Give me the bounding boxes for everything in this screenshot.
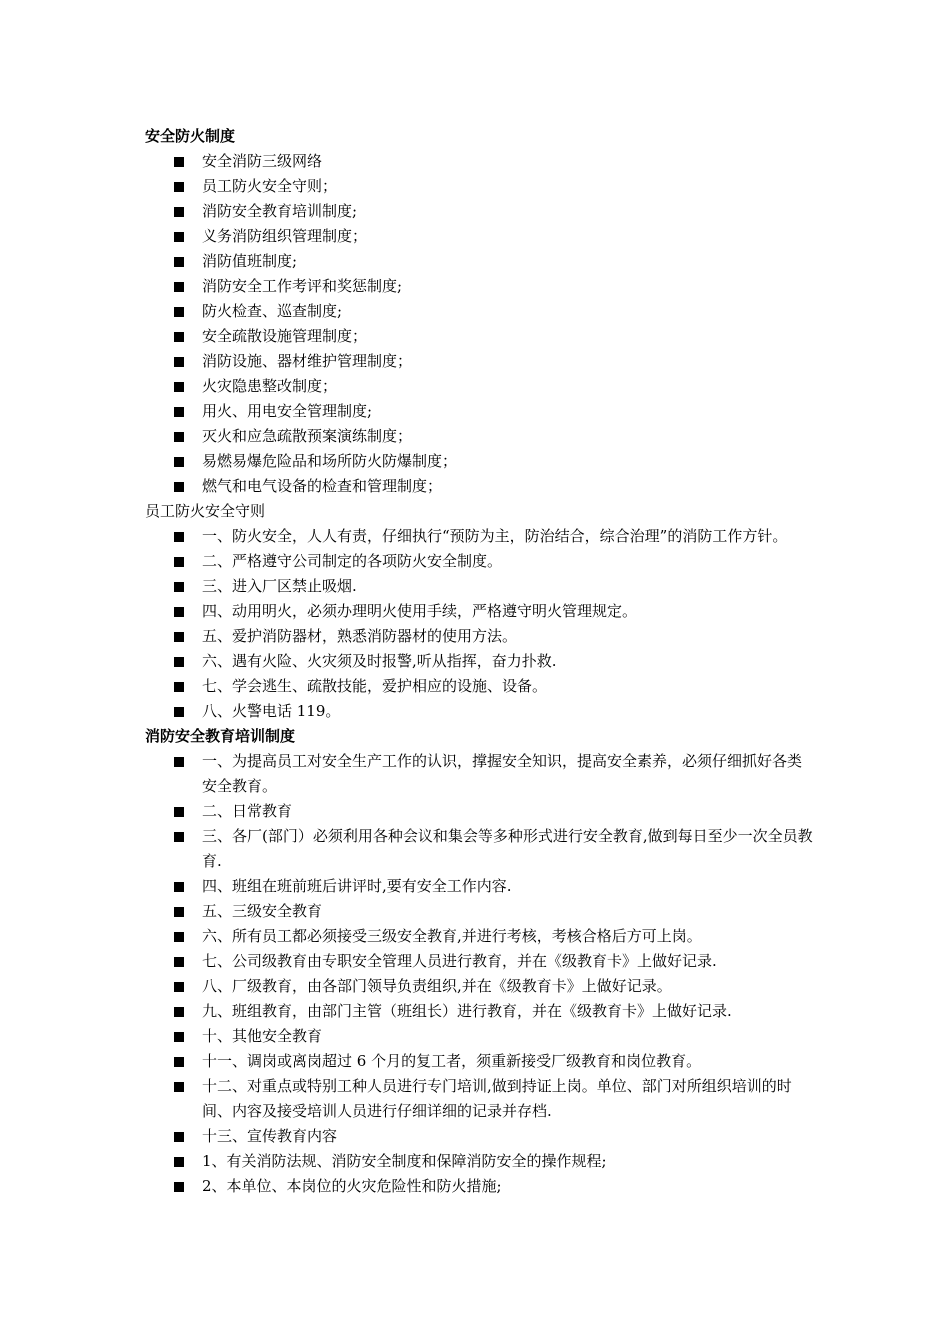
list-item (145, 249, 815, 274)
square-bullet-icon (174, 607, 184, 617)
list-item-text: 三、各厂(部门）必须利用各种会议和集会等多种形式进行安全教育,做到每日至少一次全员教育. (202, 827, 813, 870)
list-item-text: 一、防火安全，人人有责，仔细执行“预防为主，防治结合，综合治理”的消防工作方针。 (202, 527, 788, 545)
square-bullet-icon (174, 407, 184, 417)
list-item-text: 安全消防三级网络 (202, 152, 323, 170)
square-bullet-icon (174, 282, 184, 292)
square-bullet-icon (174, 807, 184, 817)
list-item (145, 274, 815, 299)
list-item-text: 十一、调岗或离岗超过 6 个月的复工者，须重新接受厂级教育和岗位教育。 (202, 1052, 702, 1070)
list-item (145, 1049, 815, 1074)
list-item-text: 员工防火安全守则； (202, 177, 338, 195)
list-item (145, 399, 815, 424)
list-item-text: 2、本单位、本岗位的火灾危险性和防火措施; (202, 1177, 502, 1195)
list-item (145, 1074, 815, 1124)
square-bullet-icon (174, 1082, 184, 1092)
list-item (145, 524, 815, 549)
list-item (145, 224, 815, 249)
list-item-text: 燃气和电气设备的检查和管理制度； (202, 477, 443, 495)
list-item-text: 易燃易爆危险品和场所防火防爆制度； (202, 452, 458, 470)
square-bullet-icon (174, 182, 184, 192)
section-list (145, 524, 815, 724)
square-bullet-icon (174, 957, 184, 967)
square-bullet-icon (174, 1132, 184, 1142)
square-bullet-icon (174, 332, 184, 342)
square-bullet-icon (174, 1182, 184, 1192)
list-item (145, 574, 815, 599)
section-title: 员工防火安全守则 (145, 502, 266, 520)
square-bullet-icon (174, 532, 184, 542)
list-item (145, 174, 815, 199)
square-bullet-icon (174, 582, 184, 592)
square-bullet-icon (174, 907, 184, 917)
document-body (145, 124, 815, 1199)
list-item-text: 1、有关消防法规、消防安全制度和保障消防安全的操作规程; (202, 1152, 607, 1170)
list-item (145, 749, 815, 799)
list-item (145, 974, 815, 999)
square-bullet-icon (174, 357, 184, 367)
list-item-text: 一、为提高员工对安全生产工作的认识，撑握安全知识，提高安全素养，必须仔细抓好各类安全教育。 (202, 752, 803, 795)
list-item-text: 灭火和应急疏散预案演练制度； (202, 427, 413, 445)
list-item-text: 十三、宣传教育内容 (202, 1127, 338, 1145)
square-bullet-icon (174, 882, 184, 892)
list-item-text: 三、进入厂区禁止吸烟. (202, 577, 357, 595)
square-bullet-icon (174, 432, 184, 442)
list-item-text: 四、班组在班前班后讲评时,要有安全工作内容. (202, 877, 512, 895)
square-bullet-icon (174, 557, 184, 567)
list-item (145, 824, 815, 874)
list-item-text: 消防安全工作考评和奖惩制度; (202, 277, 403, 295)
list-item (145, 299, 815, 324)
list-item (145, 374, 815, 399)
square-bullet-icon (174, 757, 184, 767)
section-title: 安全防火制度 (145, 127, 236, 145)
list-item (145, 924, 815, 949)
square-bullet-icon (174, 707, 184, 717)
square-bullet-icon (174, 207, 184, 217)
list-item (145, 799, 815, 824)
list-item (145, 349, 815, 374)
list-item (145, 899, 815, 924)
list-item-text: 防火检查、巡查制度; (202, 302, 343, 320)
list-item (145, 149, 815, 174)
list-item (145, 1149, 815, 1174)
list-item-text: 五、三级安全教育 (202, 902, 323, 920)
list-item (145, 699, 815, 724)
list-item-text: 消防安全教育培训制度; (202, 202, 358, 220)
list-item (145, 474, 815, 499)
section-title: 消防安全教育培训制度 (145, 727, 296, 745)
list-item-text: 消防值班制度; (202, 252, 298, 270)
list-item-text: 七、学会逃生、疏散技能，爱护相应的设施、设备。 (202, 677, 548, 695)
list-item (145, 1124, 815, 1149)
list-item-text: 十、其他安全教育 (202, 1027, 323, 1045)
list-item (145, 999, 815, 1024)
list-item-text: 九、班组教育，由部门主管（班组长）进行教育，并在《级教育卡》上做好记录. (202, 1002, 732, 1020)
square-bullet-icon (174, 932, 184, 942)
square-bullet-icon (174, 482, 184, 492)
list-item-text: 六、所有员工都必须接受三级安全教育,并进行考核，考核合格后方可上岗。 (202, 927, 702, 945)
list-item-text: 义务消防组织管理制度； (202, 227, 368, 245)
list-item-text: 安全疏散设施管理制度； (202, 327, 368, 345)
list-item-text: 八、火警电话 119。 (202, 702, 341, 720)
square-bullet-icon (174, 1157, 184, 1167)
list-item-text: 五、爱护消防器材，熟悉消防器材的使用方法。 (202, 627, 518, 645)
list-item (145, 949, 815, 974)
square-bullet-icon (174, 657, 184, 667)
square-bullet-icon (174, 1057, 184, 1067)
list-item (145, 624, 815, 649)
list-item (145, 649, 815, 674)
square-bullet-icon (174, 457, 184, 467)
list-item-text: 二、日常教育 (202, 802, 293, 820)
list-item-text: 消防设施、器材维护管理制度； (202, 352, 413, 370)
list-item-text: 用火、用电安全管理制度; (202, 402, 373, 420)
square-bullet-icon (174, 1032, 184, 1042)
square-bullet-icon (174, 682, 184, 692)
list-item (145, 1024, 815, 1049)
list-item (145, 424, 815, 449)
square-bullet-icon (174, 157, 184, 167)
square-bullet-icon (174, 232, 184, 242)
square-bullet-icon (174, 1007, 184, 1017)
section-list (145, 749, 815, 1199)
list-item (145, 599, 815, 624)
square-bullet-icon (174, 382, 184, 392)
list-item (145, 874, 815, 899)
square-bullet-icon (174, 257, 184, 267)
list-item-text: 四、动用明火，必须办理明火使用手续，严格遵守明火管理规定。 (202, 602, 638, 620)
square-bullet-icon (174, 307, 184, 317)
square-bullet-icon (174, 832, 184, 842)
list-item (145, 324, 815, 349)
list-item-text: 火灾隐患整改制度； (202, 377, 338, 395)
list-item-text: 十二、对重点或特别工种人员进行专门培训,做到持证上岗。单位、部门对所组织培训的时间、内容及接受培训人员进行仔细详细的记录并存档. (202, 1077, 792, 1120)
list-item-text: 七、公司级教育由专职安全管理人员进行教育，并在《级教育卡》上做好记录. (202, 952, 717, 970)
list-item (145, 1174, 815, 1199)
list-item (145, 674, 815, 699)
square-bullet-icon (174, 982, 184, 992)
section-list (145, 149, 815, 499)
list-item-text: 八、厂级教育，由各部门领导负责组织,并在《级教育卡》上做好记录。 (202, 977, 672, 995)
list-item (145, 199, 815, 224)
list-item (145, 449, 815, 474)
list-item-text: 二、严格遵守公司制定的各项防火安全制度。 (202, 552, 503, 570)
square-bullet-icon (174, 632, 184, 642)
list-item-text: 六、遇有火险、火灾须及时报警,听从指挥，奋力扑救. (202, 652, 557, 670)
list-item (145, 549, 815, 574)
